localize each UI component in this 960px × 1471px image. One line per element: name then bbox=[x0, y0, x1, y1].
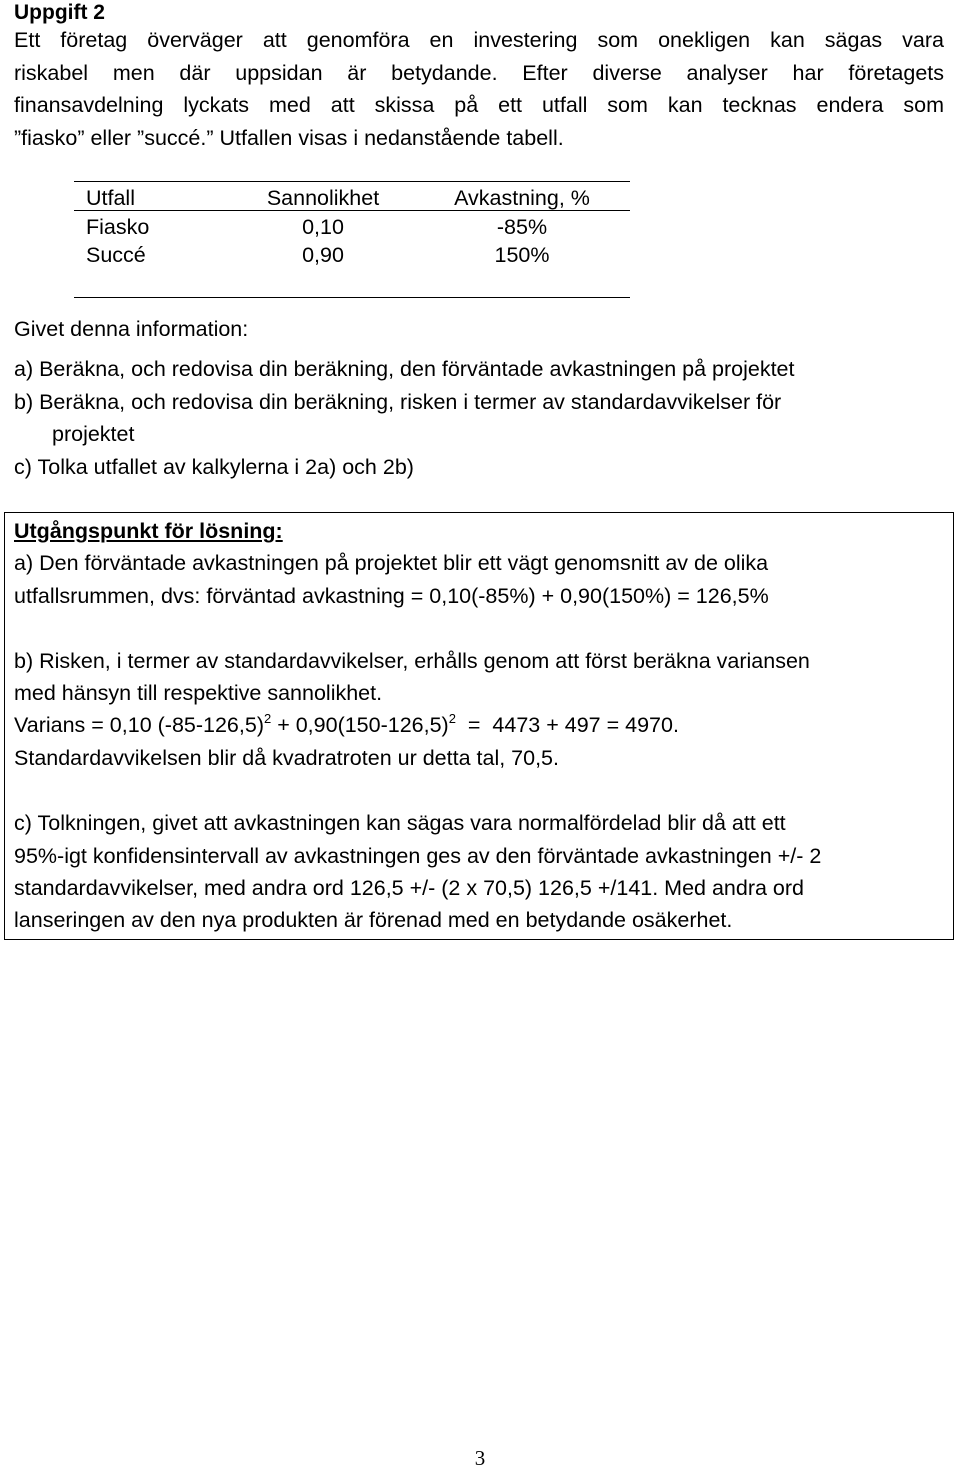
question-c: c) Tolka utfallet av kalkylerna i 2a) och 2b) bbox=[14, 455, 414, 479]
table-cell: Succé bbox=[86, 243, 146, 267]
solution-c-line: standardavvikelser, med andra ord 126,5 +/- (2 x 70,5) 126,5 +/141. Med andra ord bbox=[14, 876, 805, 900]
solution-b-line: Standardavvikelsen blir då kvadratroten ur detta tal, 70,5. bbox=[14, 746, 559, 770]
question-b-continued: projektet bbox=[52, 422, 135, 446]
table-header-return: Avkastning, % bbox=[454, 186, 590, 210]
solution-a-line: utfallsrummen, dvs: förväntad avkastning = 0,10(-85%) + 0,90(150%) = 126,5% bbox=[14, 584, 769, 608]
variance-formula bbox=[14, 709, 679, 741]
table-cell: 0,10 bbox=[302, 215, 344, 239]
table-cell: 0,90 bbox=[302, 243, 344, 267]
solution-a-line: a) Den förväntade avkastningen på projektet blir ett vägt genomsnitt av de olika bbox=[14, 551, 769, 575]
solution-b-line: med hänsyn till respektive sannolikhet. bbox=[14, 681, 383, 705]
question-b: b) Beräkna, och redovisa din beräkning, risken i termer av standardavvikelser för bbox=[14, 390, 782, 414]
solution-c-line: lanseringen av den nya produkten är förenad med en betydande osäkerhet. bbox=[14, 908, 733, 932]
solution-heading: Utgångspunkt för lösning: bbox=[14, 519, 283, 543]
page-number: 3 bbox=[474, 1446, 486, 1470]
table-header-outcome: Utfall bbox=[86, 186, 135, 210]
table-header-rule bbox=[74, 210, 630, 211]
table-top-rule bbox=[74, 181, 630, 182]
page-title: Uppgift 2 bbox=[14, 1, 105, 24]
intro-paragraph bbox=[14, 24, 944, 154]
table-bottom-rule bbox=[74, 297, 630, 298]
exponent: 2 bbox=[263, 711, 272, 726]
exponent: 2 bbox=[448, 711, 456, 726]
intro-line: ”fiasko” eller ”succé.” Utfallen visas i nedanstående tabell. bbox=[14, 125, 564, 150]
intro-line: riskabel men där uppsidan är betydande. Efter diverse analyser har företagets bbox=[14, 60, 944, 85]
intro-line: finansavdelning lyckats med att skissa på ett utfall som kan tecknas endera som bbox=[14, 93, 944, 117]
table-cell: Fiasko bbox=[86, 215, 150, 239]
table-cell: -85% bbox=[496, 215, 548, 239]
solution-c-line: 95%-igt konfidensintervall av avkastningen ges av den förväntade avkastningen +/- 2 bbox=[14, 844, 822, 868]
variance-term-2: + 0,90(150-126,5) bbox=[271, 713, 449, 737]
variance-term-1: Varians = 0,10 (-85-126,5) bbox=[14, 713, 264, 737]
solution-b-line: b) Risken, i termer av standardavvikelser, erhålls genom att först beräkna variansen bbox=[14, 649, 810, 673]
table-header-probability: Sannolikhet bbox=[266, 186, 380, 210]
table-cell: 150% bbox=[494, 243, 550, 267]
questions-lead: Givet denna information: bbox=[14, 317, 249, 341]
question-a: a) Beräkna, och redovisa din beräkning, den förväntade avkastningen på projektet bbox=[14, 357, 795, 381]
variance-result: = 4473 + 497 = 4970. bbox=[455, 713, 679, 737]
solution-c-line: c) Tolkningen, givet att avkastningen kan sägas vara normalfördelad blir då att ett bbox=[14, 811, 786, 835]
intro-line: Ett företag överväger att genomföra en investering som onekligen kan sägas vara bbox=[14, 28, 944, 52]
